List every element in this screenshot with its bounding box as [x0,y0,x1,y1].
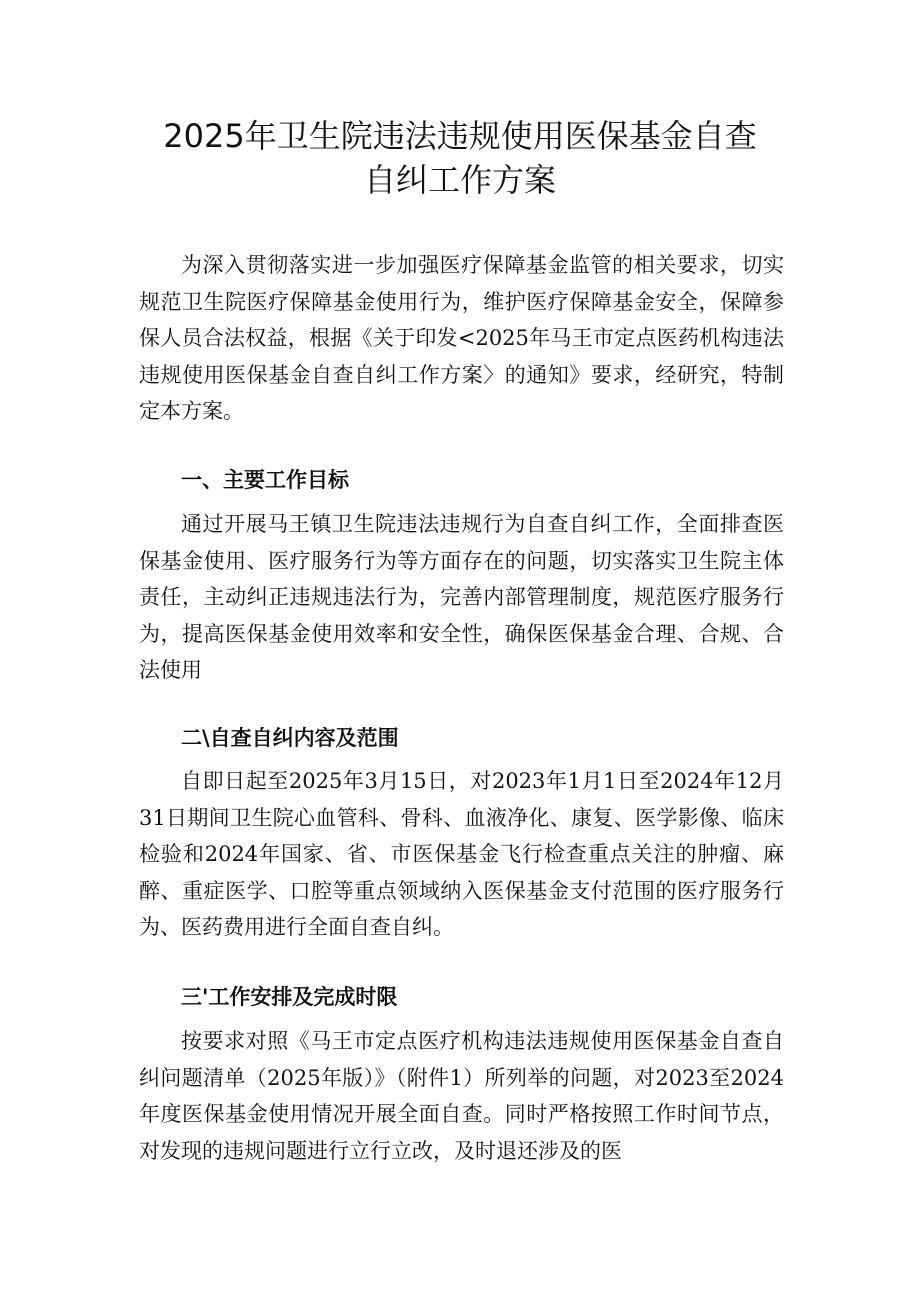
document-title-line-2: 自纠工作方案 [363,161,556,199]
scope-paragraph [139,763,784,946]
goals-paragraph-text: 通过开展马王镇卫生院违法违规行为自查自纠工作，全面排查医保基金使用、医疗服务行为等方面存在的问题，切实落实卫生院主体责任，主动纠正违规违法行为，完善内部管理制度，规范医疗服务行为，提高医保基金使用效率和安全性，确保医保基金合理、合规、合法使用 [139,512,784,682]
document-title-line-1: 2025年卫生院违法违规使用医保基金自查 [163,117,757,155]
section-heading-scope: 二\自查自纠内容及范围 [181,726,399,750]
schedule-paragraph [139,1023,784,1169]
scope-paragraph-text: 自即日起至2025年3月15日，对2023年1月1日至2024年12月31日期间卫生院心血管科、骨科、血液净化、康复、医学影像、临床检验和2024年国家、省、市医保基金飞行检查重点关注的肿瘤、麻醉、重症医学、口腔等重点领域纳入医保基金支付范围的医疗服务行为、医药费用进行全面自查自纠。 [139,769,784,939]
intro-paragraph [139,247,784,430]
goals-paragraph [139,506,784,689]
section-heading-goals: 一、主要工作目标 [181,468,349,492]
intro-paragraph-text: 为深入贯彻落实进一步加强医疗保障基金监管的相关要求，切实规范卫生院医疗保障基金使用行为，维护医疗保障基金安全，保障参保人员合法权益，根据《关于印发<2025年马王市定点医药机构违法违规使用医保基金自查自纠工作方案〉的通知》要求，经研究，特制定本方案。 [139,253,784,423]
schedule-paragraph-text: 按要求对照《马王市定点医疗机构违法违规使用医保基金自查自纠问题清单（2025年版）》（附件1）所列举的问题，对2023至2024年度医保基金使用情况开展全面自查。同时严格按照工作时间节点，对发现的违规问题进行立行立改，及时退还涉及的医 [139,1029,784,1163]
section-heading-schedule: 三'工作安排及完成时限 [181,985,398,1009]
